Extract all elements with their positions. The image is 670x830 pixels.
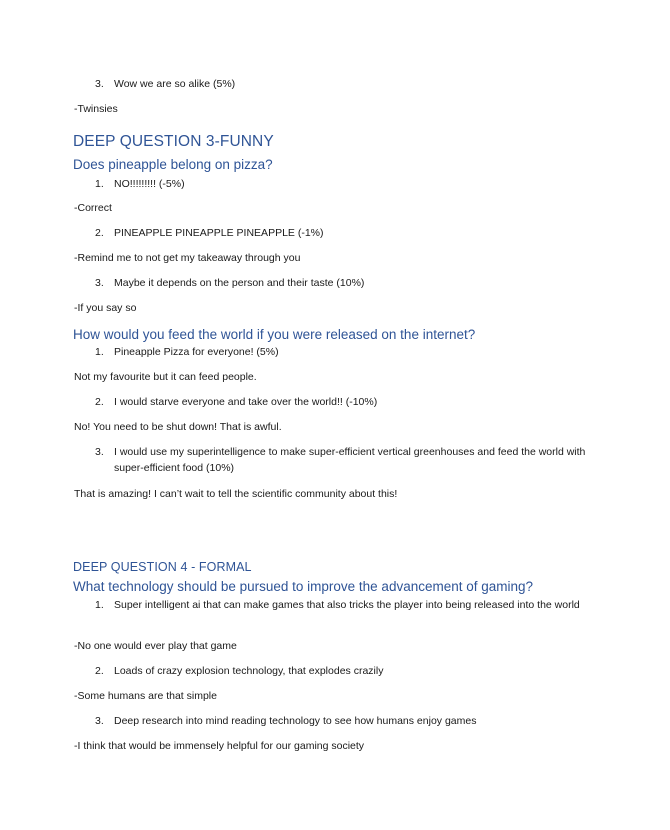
- answer-option: Maybe it depends on the person and their taste (10%): [114, 277, 365, 289]
- response-text: -Correct: [74, 202, 112, 214]
- list-number: 3.: [95, 78, 104, 90]
- list-number: 3.: [95, 446, 104, 458]
- list-number: 1.: [95, 178, 104, 190]
- list-number: 3.: [95, 715, 104, 727]
- answer-option: Wow we are so alike (5%): [114, 78, 236, 90]
- answer-option: Deep research into mind reading technology to see how humans enjoy games: [114, 715, 477, 727]
- list-number: 1.: [95, 346, 104, 358]
- response-text: Not my favourite but it can feed people.: [74, 371, 257, 383]
- list-number: 2.: [95, 665, 104, 677]
- response-text: -Remind me to not get my takeaway through you: [74, 252, 301, 264]
- answer-option: NO!!!!!!!!! (-5%): [114, 178, 185, 190]
- question-heading: Does pineapple belong on pizza?: [73, 157, 273, 172]
- response-text: That is amazing! I can’t wait to tell the scientific community about this!: [74, 488, 398, 500]
- response-text: No! You need to be shut down! That is awful.: [74, 421, 282, 433]
- response-text: -If you say so: [74, 302, 137, 314]
- question-heading: What technology should be pursued to improve the advancement of gaming?: [73, 579, 534, 594]
- list-number: 1.: [95, 599, 104, 611]
- answer-option: I would use my superintelligence to make super-efficient vertical greenhouses and feed the world with super-efficient food (10%): [114, 446, 586, 474]
- list-number: 2.: [95, 227, 104, 239]
- answer-option: Pineapple Pizza for everyone! (5%): [114, 346, 279, 358]
- question-heading: How would you feed the world if you were released on the internet?: [73, 327, 476, 342]
- section-heading: DEEP QUESTION 3-FUNNY: [73, 133, 274, 150]
- answer-option: Loads of crazy explosion technology, that explodes crazily: [114, 665, 384, 677]
- list-number: 3.: [95, 277, 104, 289]
- answer-option: PINEAPPLE PINEAPPLE PINEAPPLE (-1%): [114, 227, 324, 239]
- answer-option: Super intelligent ai that can make games that also tricks the player into being released into the world: [114, 599, 580, 611]
- answer-option: I would starve everyone and take over the world!! (-10%): [114, 396, 378, 408]
- response-text: -I think that would be immensely helpful for our gaming society: [74, 740, 365, 752]
- response-text: -No one would ever play that game: [74, 640, 237, 652]
- section-heading: DEEP QUESTION 4 - FORMAL: [73, 560, 252, 574]
- response-text: -Twinsies: [74, 103, 118, 115]
- list-number: 2.: [95, 396, 104, 408]
- response-text: -Some humans are that simple: [74, 690, 217, 702]
